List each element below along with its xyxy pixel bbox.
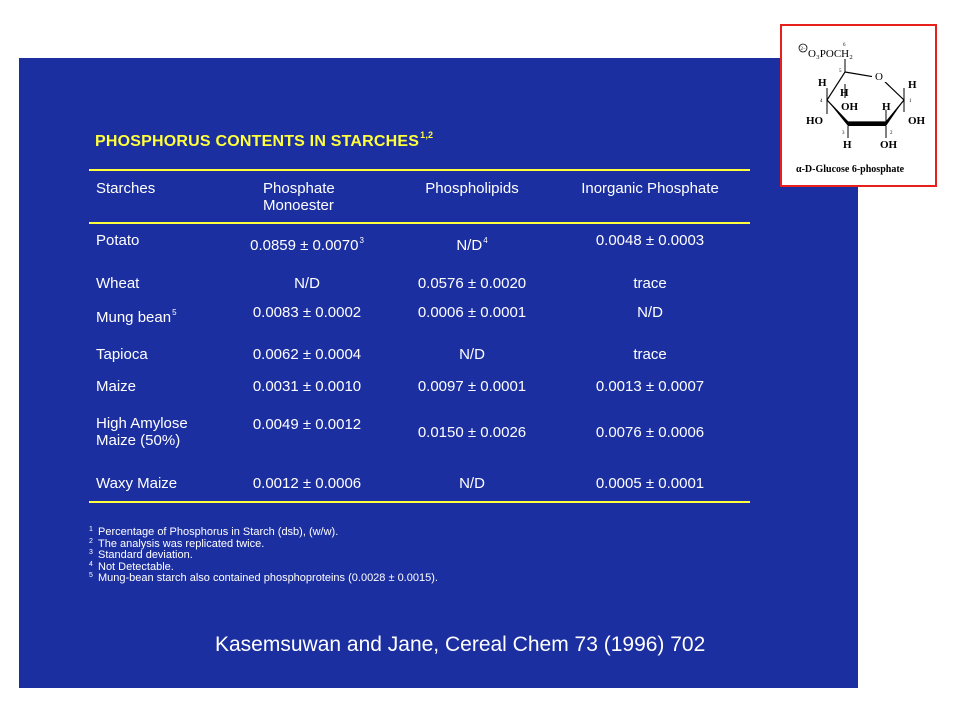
row-phosphate-monoester: [227, 416, 387, 433]
row-inorganic-phosphate-text: trace: [633, 275, 667, 292]
row-starch-name: [96, 378, 136, 395]
row-starch-name: [96, 232, 139, 249]
row-inorganic-phosphate-text: N/D: [637, 304, 663, 321]
glucose-6-phosphate-structure: [780, 24, 937, 187]
row-inorganic-phosphate: [560, 232, 740, 249]
footnote-text: Percentage of Phosphorus in Starch (dsb), (w/w).: [98, 526, 339, 538]
header-phosphate-monoester-line1: Phosphate: [263, 180, 335, 197]
row-phosphate-monoester: [227, 275, 387, 292]
ring-oxygen: O: [875, 71, 883, 83]
label-c2-h: H: [882, 101, 891, 113]
structure-drawing: [782, 26, 935, 185]
header-starches: Starches: [96, 180, 156, 197]
row-starch-name-text: Wheat: [96, 275, 140, 292]
row-starch-name-line1: High Amylose: [96, 415, 188, 432]
row-phosphate-monoester-text: 0.0083 ± 0.0002: [252, 304, 362, 321]
title-text: PHOSPHORUS CONTENTS IN STARCHES: [95, 133, 420, 150]
row-phospholipids: [392, 378, 552, 395]
ring-front-edge: [827, 100, 904, 126]
row-phosphate-monoester-text: 0.0031 ± 0.0010: [252, 378, 362, 395]
row-phosphate-monoester-text: N/D: [294, 275, 320, 292]
row-inorganic-phosphate-text: 0.0005 ± 0.0001: [595, 475, 705, 492]
carbon-number-4: 4: [820, 99, 823, 104]
footnotes: [89, 527, 438, 585]
header-rule: [89, 222, 750, 224]
row-starch-name: [96, 275, 139, 292]
row-starch-name-text: Waxy Maize: [96, 475, 178, 492]
row-phosphate-monoester-text: 0.0049 ± 0.0012: [252, 416, 362, 433]
row-inorganic-phosphate: [560, 304, 740, 321]
row-starch-name: [96, 304, 177, 326]
header-phospholipids: Phospholipids: [425, 180, 519, 197]
footnote-mark: 3: [89, 549, 93, 557]
top-rule: [89, 169, 750, 171]
row-phospholipids-text: 0.0006 ± 0.0001: [417, 304, 527, 321]
phosphate-group: O₃POCH₂: [808, 48, 853, 60]
citation: Kasemsuwan and Jane, Cereal Chem 73 (1996) 702: [215, 633, 706, 656]
footnote-mark: 2: [89, 537, 93, 545]
footnote-text: Mung-bean starch also contained phosphoproteins (0.0028 ± 0.0015).: [98, 572, 438, 585]
row-inorganic-phosphate-text: 0.0076 ± 0.0006: [595, 424, 705, 441]
row-phosphate-monoester: [227, 232, 387, 254]
row-inorganic-phosphate: [560, 475, 740, 492]
row-starch-name-text: Potato: [96, 232, 140, 249]
carbon-number-6: 6: [843, 43, 846, 48]
row-phospholipids-footnote-mark: 4: [483, 236, 488, 245]
row-phospholipids: [392, 346, 552, 363]
row-phospholipids-text: N/D: [459, 475, 485, 492]
row-starch-name: [96, 346, 148, 363]
row-inorganic-phosphate: [560, 346, 740, 363]
label-c3-ho: HO: [806, 115, 824, 127]
row-phospholipids: [392, 475, 552, 492]
carbon-number-1: 1: [909, 99, 912, 104]
row-phosphate-monoester: [227, 346, 387, 363]
row-inorganic-phosphate: [560, 378, 740, 395]
row-starch-name: [96, 475, 177, 492]
label-c5-h: H: [818, 77, 827, 89]
footnote-mark: 1: [89, 526, 93, 533]
footnote-text: The analysis was replicated twice.: [98, 537, 265, 550]
charge-label: 2−: [800, 47, 806, 52]
carbon-number-5: 5: [839, 69, 842, 74]
header-inorganic-phosphate: Inorganic Phosphate: [581, 180, 719, 197]
row-starch-name-footnote-mark: 5: [172, 308, 177, 317]
slide: [19, 58, 858, 688]
carbon-number-2: 2: [890, 131, 893, 136]
row-phosphate-monoester-text: 0.0859 ± 0.0070: [250, 237, 359, 254]
label-c1-oh: OH: [908, 115, 926, 127]
row-phospholipids: [392, 232, 552, 254]
footnote: [89, 573, 438, 585]
label-c3-h: H: [843, 139, 852, 151]
label-c2-oh: OH: [880, 139, 898, 151]
row-phosphate-monoester-text: 0.0062 ± 0.0004: [252, 346, 362, 363]
row-phospholipids-text: 0.0576 ± 0.0020: [417, 275, 527, 292]
row-phospholipids-text: N/D: [459, 346, 485, 363]
bottom-rule: [89, 501, 750, 503]
row-starch-name-text: Tapioca: [96, 346, 148, 363]
title-footnote-mark: 1,2: [420, 130, 434, 140]
carbon-number-3: 3: [842, 131, 845, 136]
row-phospholipids-text: N/D: [456, 237, 483, 254]
row-phosphate-monoester-footnote-mark: 3: [359, 236, 364, 245]
table-title: [95, 130, 433, 151]
row-phosphate-monoester-text: 0.0012 ± 0.0006: [252, 475, 362, 492]
row-phosphate-monoester: [227, 378, 387, 395]
structure-caption: α-D-Glucose 6-phosphate: [796, 164, 905, 175]
label-c4-h: H: [840, 87, 849, 99]
footnote-mark: 5: [89, 572, 93, 580]
row-inorganic-phosphate: [560, 424, 740, 441]
row-starch-name: [96, 415, 188, 449]
row-inorganic-phosphate: [560, 275, 740, 292]
row-inorganic-phosphate-text: 0.0013 ± 0.0007: [595, 378, 705, 395]
row-inorganic-phosphate-text: trace: [633, 346, 667, 363]
header-phosphate-monoester: [263, 180, 335, 214]
row-phosphate-monoester: [227, 475, 387, 492]
row-phosphate-monoester: [227, 304, 387, 321]
row-phospholipids: [392, 304, 552, 321]
row-starch-name-text: Maize: [96, 378, 137, 395]
footnote-mark: 4: [89, 560, 93, 568]
header-phosphate-monoester-line2: Monoester: [263, 197, 334, 214]
row-phospholipids: [392, 275, 552, 292]
row-phospholipids-text: 0.0097 ± 0.0001: [417, 378, 527, 395]
footnote-text: Standard deviation.: [98, 549, 193, 562]
row-phospholipids: [392, 424, 552, 441]
row-phospholipids-text: 0.0150 ± 0.0026: [417, 424, 527, 441]
row-starch-name-line2: Maize (50%): [96, 432, 181, 449]
footnote-text: Not Detectable.: [98, 560, 174, 573]
row-starch-name-text: Mung bean: [96, 309, 172, 326]
row-inorganic-phosphate-text: 0.0048 ± 0.0003: [595, 232, 705, 249]
label-c4-oh: OH: [841, 101, 859, 113]
label-c1-h: H: [908, 79, 917, 91]
